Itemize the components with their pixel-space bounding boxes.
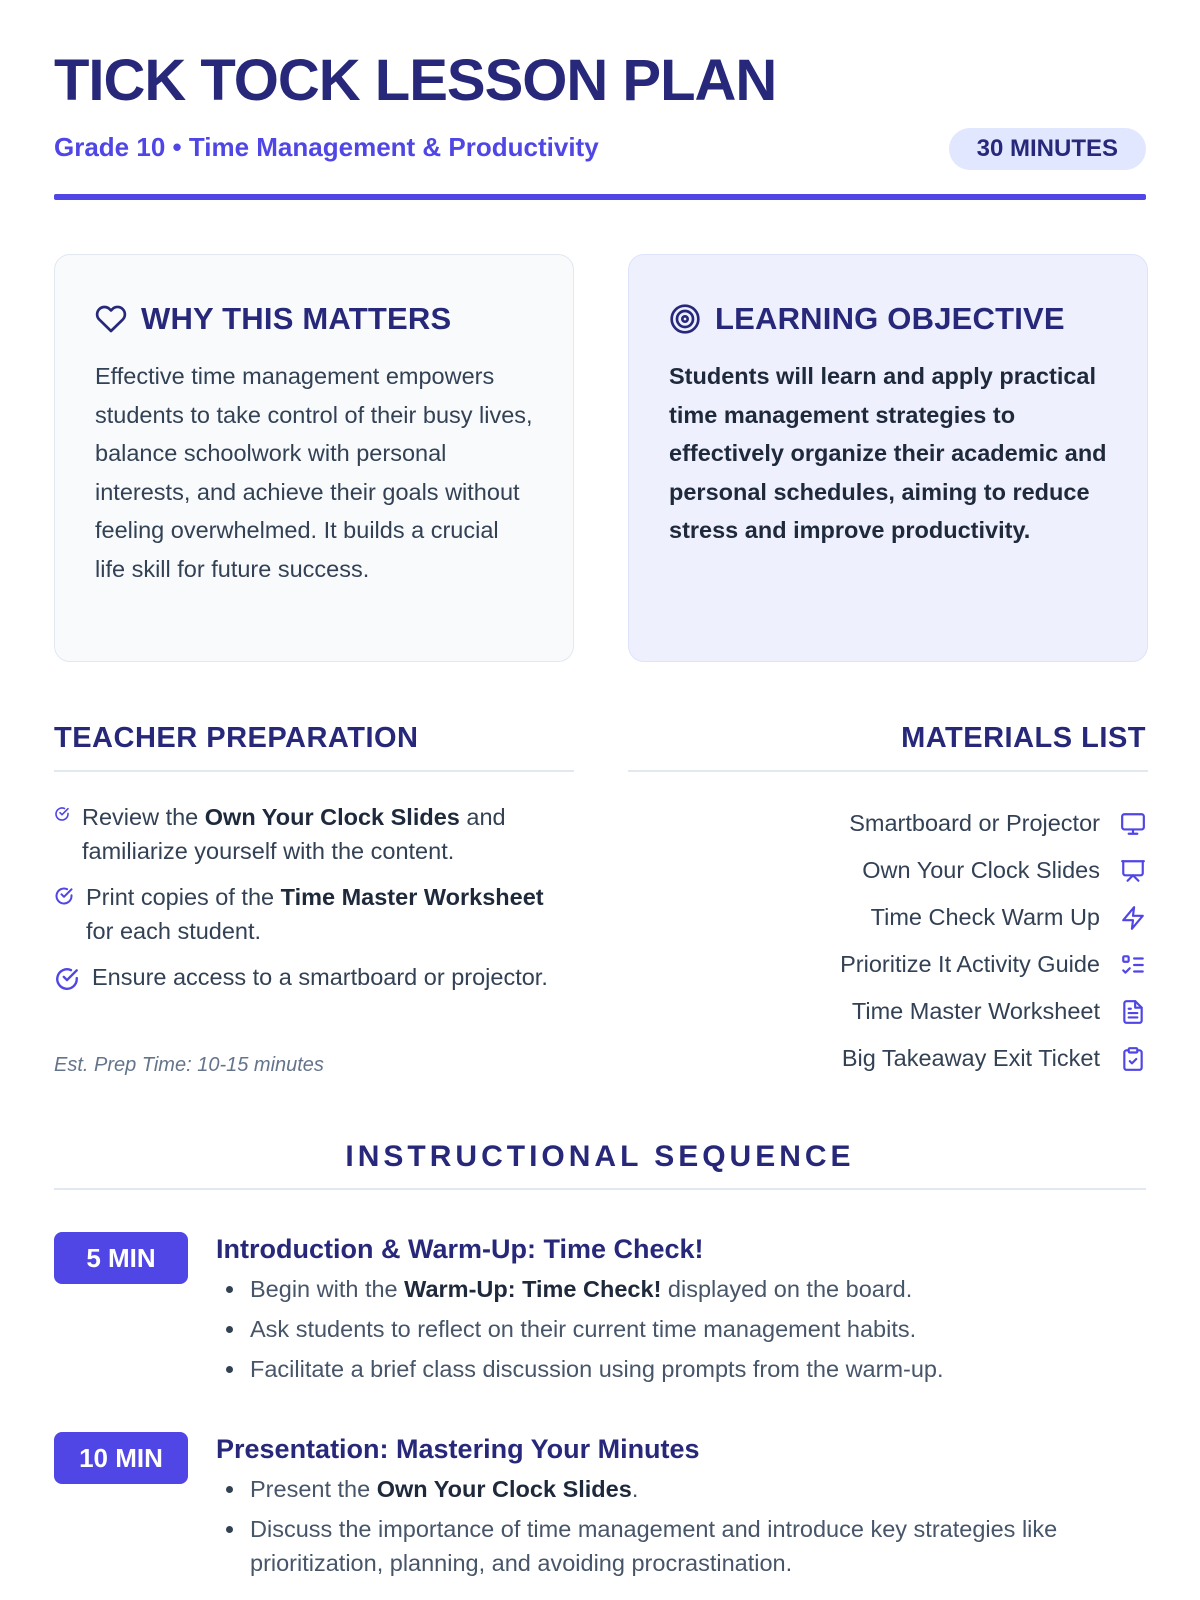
step-bullets [216, 1272, 1146, 1386]
prep-item-text: Review the Own Your Clock Slides and familiarize yourself with the content. [82, 804, 506, 864]
why-title: WHY THIS MATTERS [141, 301, 452, 336]
step-title: Presentation: Mastering Your Minutes [216, 1434, 700, 1464]
document-icon [1120, 999, 1146, 1025]
material-item [626, 847, 1146, 894]
material-item [626, 1035, 1146, 1082]
step-bullet: Discuss the importance of time management and introduce key strategies like prioritization, planning, and avoiding procrastination. [222, 1512, 1146, 1580]
sequence-step [54, 1432, 1146, 1586]
prep-item [54, 960, 574, 994]
material-label: Own Your Clock Slides [862, 857, 1100, 883]
check-circle-icon [54, 806, 70, 822]
step-duration-badge: 10 MIN [54, 1432, 188, 1484]
presentation-icon [1120, 858, 1146, 884]
step-bullet: Present the Own Your Clock Slides. [222, 1472, 1146, 1506]
materials-list-heading: MATERIALS LIST [901, 722, 1146, 754]
lightning-icon [1120, 905, 1146, 931]
prep-item [54, 800, 574, 868]
target-icon [669, 303, 701, 335]
checklist-icon [1120, 952, 1146, 978]
step-bullet: Begin with the Warm-Up: Time Check! displayed on the board. [222, 1272, 1146, 1306]
material-label: Time Check Warm Up [870, 904, 1100, 930]
check-circle-icon [54, 966, 80, 992]
heart-icon [95, 303, 127, 335]
duration-badge: 30 MINUTES [949, 128, 1146, 170]
why-body: Effective time management empowers students to take control of their busy lives, balance schoolwork with personal interests, and achieve their goals without feeling overwhelmed. It builds a crucial life skill for future success. [95, 363, 533, 582]
prep-item [54, 880, 574, 948]
material-item [626, 894, 1146, 941]
header-divider [54, 194, 1146, 200]
material-item [626, 800, 1146, 847]
material-label: Time Master Worksheet [851, 998, 1100, 1024]
objective-title: LEARNING OBJECTIVE [715, 301, 1065, 336]
prep-time-note: Est. Prep Time: 10-15 minutes [54, 1054, 324, 1076]
material-item [626, 941, 1146, 988]
prep-divider [54, 770, 574, 772]
page-title: TICK TOCK LESSON PLAN [54, 48, 777, 113]
material-item [626, 988, 1146, 1035]
material-label: Smartboard or Projector [849, 810, 1100, 836]
monitor-icon [1120, 811, 1146, 837]
step-bullets [216, 1472, 1146, 1580]
clipboard-check-icon [1120, 1046, 1146, 1072]
page-subtitle: Grade 10 • Time Management & Productivity [54, 132, 599, 162]
material-label: Big Takeaway Exit Ticket [841, 1045, 1100, 1071]
sequence-step [54, 1232, 1146, 1392]
prep-list [54, 800, 574, 1006]
materials-divider [628, 770, 1148, 772]
step-bullet: Facilitate a brief class discussion using prompts from the warm-up. [222, 1352, 1146, 1386]
prep-item-text: Print copies of the Time Master Worksheet for each student. [86, 884, 544, 944]
why-this-matters-card [54, 254, 574, 662]
material-label: Prioritize It Activity Guide [840, 951, 1100, 977]
prep-item-text: Ensure access to a smartboard or projector. [92, 964, 548, 990]
step-bullet: Ask students to reflect on their current time management habits. [222, 1312, 1146, 1346]
check-circle-icon [54, 886, 74, 906]
objective-body: Students will learn and apply practical time management strategies to effectively organize their academic and personal schedules, aiming to reduce stress and improve productivity. [669, 363, 1107, 543]
instructional-sequence-heading: INSTRUCTIONAL SEQUENCE [345, 1140, 855, 1173]
step-title: Introduction & Warm-Up: Time Check! [216, 1234, 704, 1264]
step-duration-badge: 5 MIN [54, 1232, 188, 1284]
teacher-preparation-heading: TEACHER PREPARATION [54, 722, 419, 754]
materials-list [626, 800, 1146, 1082]
sequence-divider [54, 1188, 1146, 1190]
learning-objective-card [628, 254, 1148, 662]
